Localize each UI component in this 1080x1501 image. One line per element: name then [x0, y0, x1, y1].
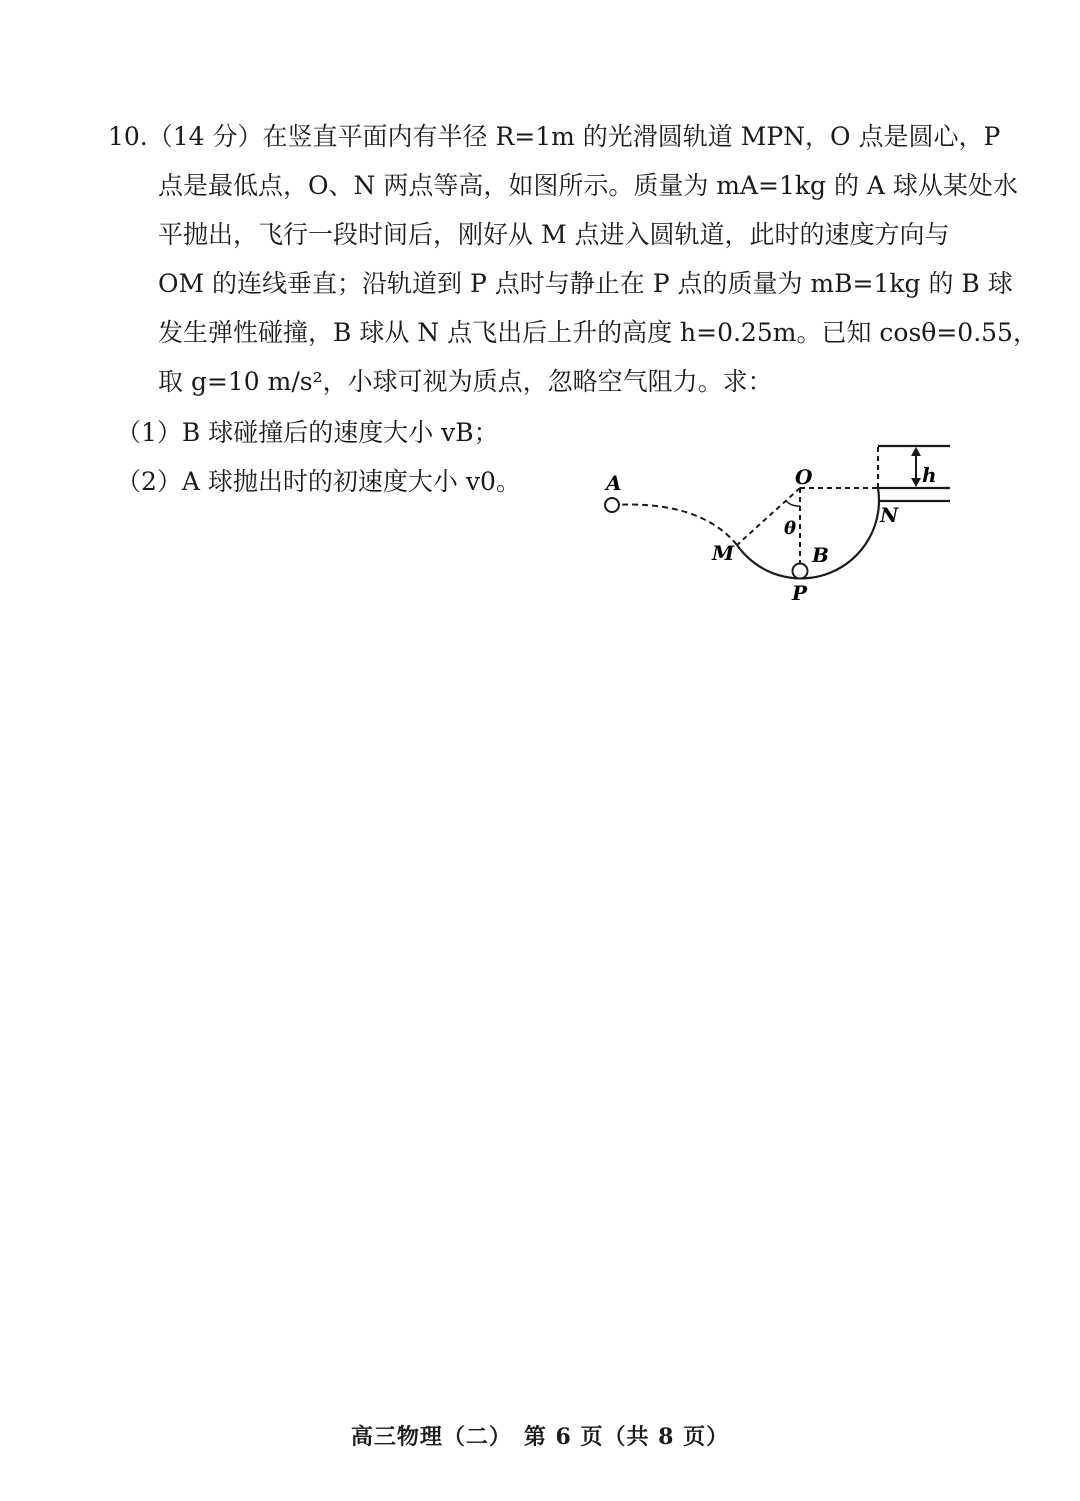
label-a: A: [606, 471, 622, 495]
ball-b: [793, 564, 808, 579]
page-footer: 高三物理（二） 第 6 页（共 8 页）: [350, 1424, 730, 1450]
label-h: h: [922, 463, 937, 487]
question-line-6: 取 g=10 m/s²，小球可视为质点，忽略空气阻力。求：: [158, 367, 773, 396]
physics-diagram: [590, 438, 970, 608]
question-line-3: 平抛出，飞行一段时间后，刚好从 M 点进入圆轨道，此时的速度方向与: [158, 220, 950, 249]
label-b: B: [812, 543, 829, 567]
sub-question-2: （2）A 球抛出时的初速度大小 v0。: [116, 467, 521, 496]
h-arrow-down: [911, 478, 921, 487]
question-line-5: 发生弹性碰撞，B 球从 N 点飞出后上升的高度 h=0.25m。已知 cosθ=0.55，: [158, 318, 1038, 347]
question-10: [108, 112, 1038, 406]
label-n: N: [880, 503, 899, 527]
label-theta: θ: [784, 518, 797, 539]
label-m: M: [712, 541, 735, 565]
question-line-2: 点是最低点，O、N 两点等高，如图所示。质量为 mA=1kg 的 A 球从某处水: [158, 171, 1018, 200]
h-arrow-up: [911, 447, 921, 456]
question-line-1: 10.（14 分）在竖直平面内有半径 R=1m 的光滑圆轨道 MPN，O 点是圆心，P: [108, 122, 1001, 151]
theta-arc: [786, 501, 800, 506]
label-p: P: [792, 581, 808, 605]
label-o: O: [795, 465, 813, 489]
sub-question-1: （1）B 球碰撞后的速度大小 vB；: [116, 418, 499, 447]
question-line-4: OM 的连线垂直；沿轨道到 P 点时与静止在 P 点的质量为 mB=1kg 的 B 球: [158, 269, 1013, 298]
ball-a: [605, 498, 619, 512]
diagram-svg: [590, 438, 970, 608]
trajectory-path: [612, 505, 737, 546]
circular-track: [737, 488, 879, 578]
